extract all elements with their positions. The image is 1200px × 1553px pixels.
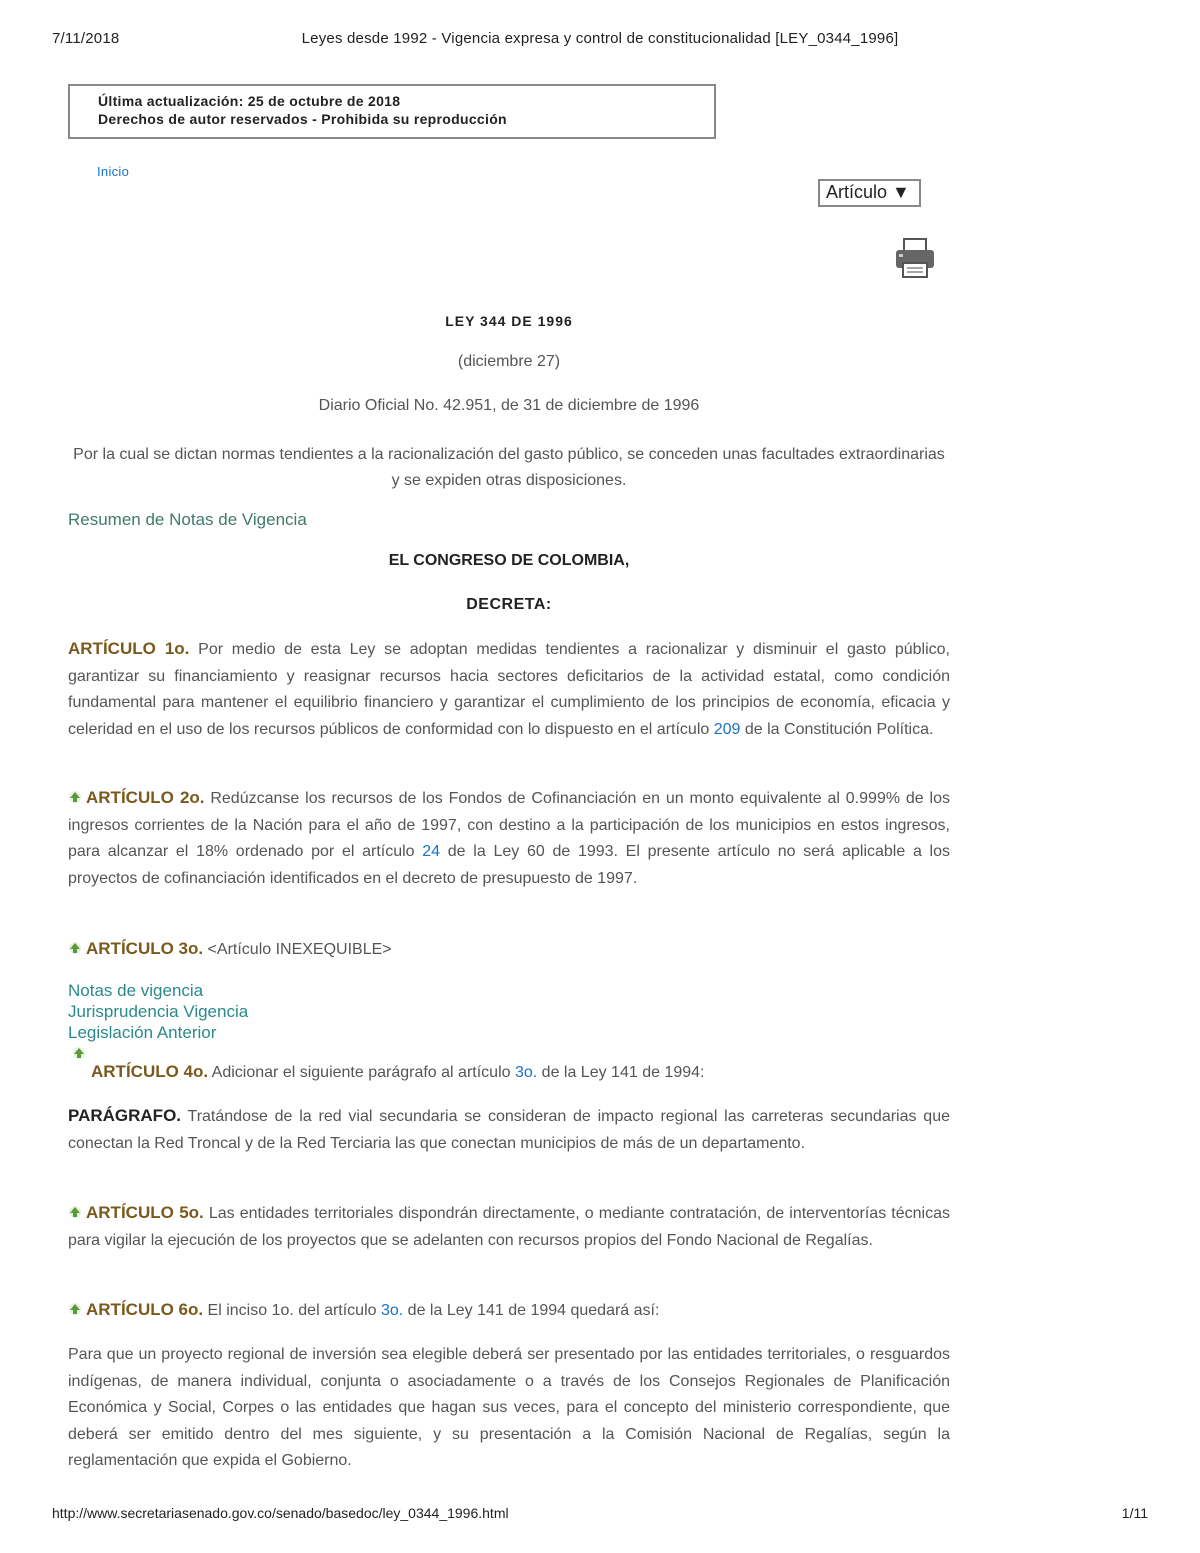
decreta-heading: DECRETA: — [466, 596, 552, 613]
up-arrow-icon[interactable] — [68, 1302, 82, 1316]
up-arrow-icon[interactable] — [68, 1205, 82, 1219]
print-page-number: 1/11 — [1121, 1505, 1148, 1521]
article-5-text: Las entidades territoriales dispondrán directamente, o mediante contratación, de interventorías técnicas para vigilar la ejecución de los proyectos que se adelanten con recursos propios del Fondo Nacional de Regalías. — [68, 1205, 950, 1249]
paragrafo-label: PARÁGRAFO. — [68, 1106, 182, 1125]
jurisprudencia-vigencia-link[interactable]: Jurisprudencia Vigencia — [68, 1002, 249, 1021]
article-209-link[interactable]: 209 — [713, 720, 741, 738]
resumen-notas-link[interactable]: Resumen de Notas de Vigencia — [68, 510, 307, 529]
article-3-label: ARTÍCULO 3o. — [86, 939, 204, 958]
article-6-label: ARTÍCULO 6o. — [86, 1300, 204, 1319]
print-header — [52, 30, 1148, 50]
article-5-label: ARTÍCULO 5o. — [86, 1203, 204, 1222]
congreso-heading: EL CONGRESO DE COLOMBIA, — [388, 552, 630, 569]
article-2-text-end: de la Ley 60 de 1993. El presente artículo no será aplicable a los proyectos de cofinanciación identificados en el decreto de presupuesto de 1997. — [68, 843, 951, 887]
paragrafo-text: Tratándose de la red vial secundaria se consideran de impacto regional las carreteras secundarias que conectan la Red Troncal y de la Red Terciaria las que conectan municipios de más de un departamento. — [68, 1108, 950, 1152]
article-3o-link-2[interactable]: 3o. — [380, 1302, 404, 1319]
article-6-text: El inciso 1o. del artículo — [203, 1302, 381, 1319]
up-arrow-icon[interactable] — [72, 1046, 86, 1060]
article-1-text-end: de la Constitución Política. — [740, 720, 934, 738]
article-6-text-end: de la Ley 141 de 1994 quedará así: — [403, 1302, 660, 1319]
printer-icon[interactable] — [893, 236, 937, 280]
article-1-text: Por medio de esta Ley se adoptan medidas tendientes a racionalizar y disminuir el gasto público, garantizar su financiamiento y reasignar recursos hacia sectores deficitarios de la actividad estatal, como condición fundamental para mantener el equilibrio financiero y garantizar el cumplimiento de los principios de economía, eficacia y celeridad en el uso de los recursos públicos de conformidad con lo dispuesto en el artículo — [68, 641, 951, 738]
article-24-link[interactable]: 24 — [422, 843, 441, 860]
article-3 — [68, 936, 950, 964]
article-2 — [68, 785, 950, 892]
article-select[interactable]: Artículo ▼ — [818, 179, 921, 207]
law-description: Por la cual se dictan normas tendientes a la racionalización del gasto público, se conceden unas facultades extraordinarias y se expiden otras disposiciones. — [73, 446, 945, 489]
article-2-text: Redúzcanse los recursos de los Fondos de Cofinanciación en un monto equivalente al 0.999% de los ingresos corrientes de la Nación para el año de 1997, con destino a la participación de los municipios en estos ingresos, para alcanzar el 18% ordenado por el artículo — [68, 790, 951, 860]
copyright-line: Derechos de autor reservados - Prohibida su reproducción — [98, 111, 507, 127]
article-1 — [68, 636, 950, 743]
law-title: LEY 344 DE 1996 — [445, 313, 573, 329]
article-6-body: Para que un proyecto regional de inversión sea elegible deberá ser presentado por las entidades territoriales, o resguardos indígenas, de manera individual, conjunta o asociadamente o a través de los Consejos Regionales de Planificación Económica y Social, Corpes o las entidades que hagan sus veces, para el concepto del ministerio correspondiente, que deberá ser emitido dentro del mes siguiente, y su presentación a la Comisión Nacional de Regalías, según la reglamentación que expida el Gobierno. — [68, 1346, 950, 1469]
inicio-link[interactable]: Inicio — [97, 164, 130, 179]
article-4 — [91, 1059, 950, 1087]
print-url: http://www.secretariasenado.gov.co/senado/basedoc/ley_0344_1996.html — [52, 1505, 509, 1521]
paragrafo — [68, 1103, 950, 1157]
article-4-label: ARTÍCULO 4o. — [91, 1062, 209, 1081]
article-2-label: ARTÍCULO 2o. — [86, 788, 205, 807]
article-3o-link[interactable]: 3o. — [514, 1064, 538, 1081]
print-title: Leyes desde 1992 - Vigencia expresa y control de constitucionalidad [LEY_0344_1996] — [301, 30, 899, 47]
article-1-label: ARTÍCULO 1o. — [68, 639, 190, 658]
article-6 — [68, 1297, 950, 1325]
notas-vigencia-link[interactable]: Notas de vigencia — [68, 981, 204, 1000]
notes-links — [68, 980, 248, 1043]
article-4-text-end: de la Ley 141 de 1994: — [537, 1064, 705, 1081]
up-arrow-icon[interactable] — [68, 941, 82, 955]
article-3-text: <Artículo INEXEQUIBLE> — [203, 941, 392, 958]
law-date: (diciembre 27) — [457, 353, 561, 370]
last-update-line: Última actualización: 25 de octubre de 2018 — [98, 93, 401, 109]
print-date: 7/11/2018 — [52, 30, 120, 47]
article-4-text: Adicionar el siguiente parágrafo al artículo — [208, 1064, 515, 1081]
up-arrow-icon[interactable] — [68, 790, 82, 804]
legislacion-anterior-link[interactable]: Legislación Anterior — [68, 1023, 217, 1042]
print-footer — [52, 1505, 1148, 1525]
update-notice-box — [68, 84, 716, 139]
diario-oficial: Diario Oficial No. 42.951, de 31 de diciembre de 1996 — [318, 397, 700, 414]
article-5 — [68, 1200, 950, 1254]
